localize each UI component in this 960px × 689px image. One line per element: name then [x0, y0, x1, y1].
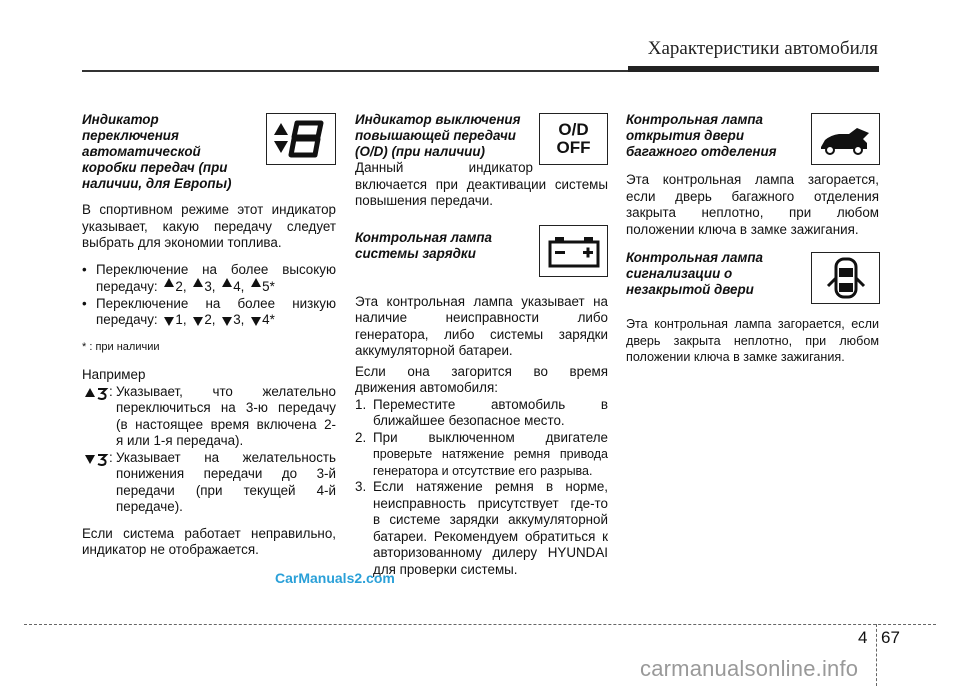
header-rule-accent: [628, 66, 879, 72]
upshift-3-icon: [84, 386, 110, 400]
down-arrow-icon: [193, 317, 203, 326]
footnote: * : при наличии: [82, 340, 160, 353]
trunk-open-icon: [811, 113, 880, 165]
malfunction-note: Если система работает неправильно, индикатор не отображается.: [82, 525, 336, 557]
charging-text-2: Если она загорится во время движения автомобиля:: [355, 363, 608, 395]
example-downshift: : Указывает на желательность понижения передачи до 3-й передачи (при текущей 4-й передаче).: [82, 450, 336, 516]
shift-indicator-heading: Индикатор переключения автоматической коробки передач (при наличии, для Европы): [82, 112, 232, 191]
watermark: CarManuals2.com: [275, 570, 395, 586]
up-arrow-icon: [193, 278, 203, 287]
gear-shift-indicator-icon: [266, 113, 336, 165]
od-off-heading: Индикатор выключения повышающей передачи (O/D) (при наличии): [355, 112, 521, 159]
downshift-3-icon: [84, 452, 110, 466]
down-arrow-icon: [222, 317, 232, 326]
step-3: 3. Если натяжение ремня в норме, неисправность присутствует где-то в системе зарядки аккумуляторной батареи. Рекомендуем обратиться к авторизованному дилеру HYUNDAI для проверки системы.: [355, 479, 608, 577]
column-od-charging: [355, 112, 608, 578]
footer-rule: [24, 624, 936, 625]
charging-text: Эта контрольная лампа указывает на наличие неисправности либо генератора, либо системы зарядки аккумуляторной батареи.: [355, 293, 608, 358]
example-label: Например: [82, 367, 146, 382]
door-ajar-icon: [811, 252, 880, 304]
step-1: 1. Переместите автомобиль в ближайшее безопасное место.: [355, 396, 608, 428]
up-arrow-icon: [251, 278, 261, 287]
door-text: Эта контрольная лампа загорается, если дверь закрыта неплотно, при любом положении ключа в замке зажигания.: [626, 317, 879, 364]
battery-icon: [539, 225, 608, 277]
down-arrow-icon: [251, 317, 261, 326]
bullet-upshift: • Переключение на более высокую передачу: 2, 3, 4, 5*: [82, 261, 336, 294]
chapter-number: 4: [858, 628, 868, 647]
footer-divider: [876, 624, 877, 686]
od-off-text: Данный индикатор включается при деактивации системы повышения передачи.: [355, 160, 608, 208]
trunk-heading: Контрольная лампа открытия двери багажного отделения: [626, 112, 777, 159]
example-upshift: : Указывает, что желательно переключиться на 3-ю передачу (в настоящее время включена 2- я или 1-я передача).: [82, 384, 336, 450]
step-2: 2. При выключенном двигателе проверьте натяжение ремня привода генератора и отсутствие его разрыва.: [355, 429, 608, 478]
down-arrow-icon: [164, 317, 174, 326]
trunk-text: Эта контрольная лампа загорается, если дверь багажного отделения закрыта неплотно, при любом положении ключа в замке зажигания.: [626, 172, 879, 237]
up-arrow-icon: [164, 278, 174, 287]
up-arrow-icon: [222, 278, 232, 287]
shift-indicator-text: В спортивном режиме этот индикатор указывает, какую передачу следует выбрать для экономии топлива.: [82, 202, 336, 250]
od-off-icon: O/D OFF: [539, 113, 608, 165]
page-header-title: Характеристики автомобиля: [647, 38, 878, 59]
footer-site-watermark: carmanualsonline.info: [640, 656, 859, 681]
column-shift-indicator: [82, 112, 336, 559]
charging-heading: Контрольная лампа системы зарядки: [355, 229, 492, 261]
bullet-downshift: • Переключение на более низкую передачу: 1, 2, 3, 4*: [82, 295, 336, 327]
door-heading: Контрольная лампа сигнализации о незакрытой двери: [626, 250, 763, 297]
page-number: 67: [881, 628, 900, 647]
